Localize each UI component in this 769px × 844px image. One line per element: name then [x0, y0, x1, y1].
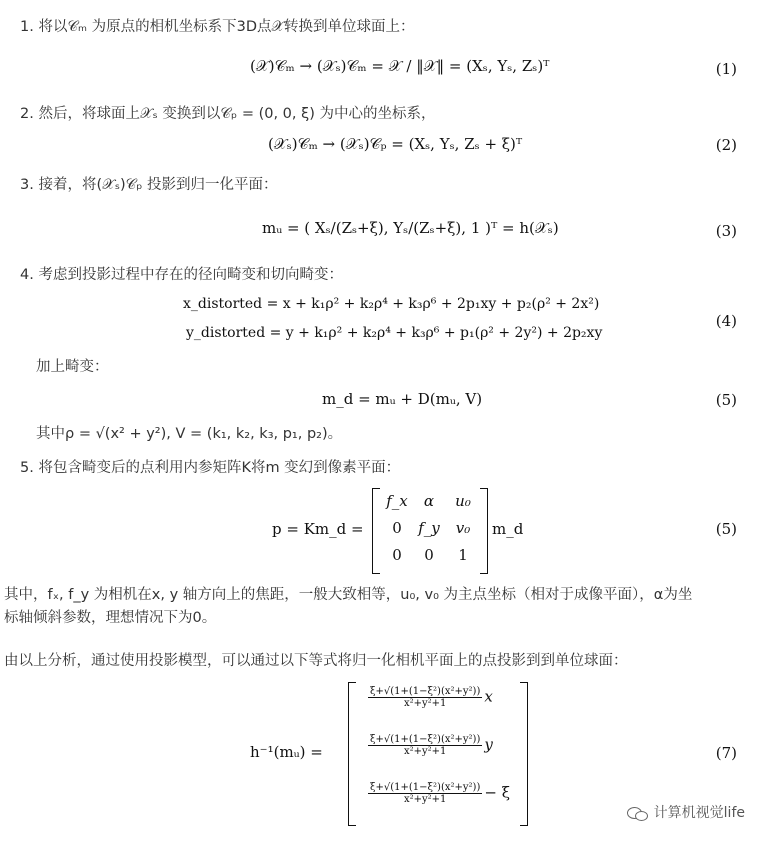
equation-number-6: (5) — [715, 520, 737, 538]
paragraph-2: 由以上分析，通过使用投影模型，可以通过以下等式将归一化相机平面上的点投影到到单位球面： — [4, 653, 628, 669]
matrix-cell: u₀ — [455, 492, 471, 510]
equation-number-3: (3) — [715, 222, 737, 240]
matrix-cell: 0 — [424, 546, 434, 564]
row-3-fraction — [368, 782, 482, 805]
matrix-left-bracket — [372, 488, 380, 574]
matrix-cell: f_x — [386, 492, 408, 510]
paragraph-1-line-2: 标轴倾斜参数，理想情况下为0。 — [4, 610, 217, 626]
equation-number-7: (7) — [715, 744, 737, 762]
equation-6-rhs: m_d — [492, 520, 524, 538]
step-4-distortion-text: 加上畸变： — [36, 359, 109, 375]
equation-5: m_d = mᵤ + D(mᵤ, V) — [322, 390, 483, 408]
watermark — [627, 802, 745, 822]
step-1-text: 1. 将以𝒞ₘ 为原点的相机坐标系下3D点𝒳转换到单位球面上： — [20, 19, 415, 35]
matrix-cell: 0 — [392, 519, 402, 537]
inverse-projection-vector — [348, 682, 528, 828]
row-2-fraction — [368, 734, 482, 757]
equation-2: (𝒳ₛ)𝒞ₘ → (𝒳ₛ)𝒞ₚ = (Xₛ, Yₛ, Zₛ + ξ)ᵀ — [268, 135, 523, 153]
row-1-fraction — [368, 686, 482, 709]
vector-right-bracket — [520, 682, 528, 826]
matrix-cell: 1 — [458, 546, 468, 564]
equation-number-5: (5) — [715, 391, 737, 409]
row-1-suffix: x — [484, 687, 493, 706]
matrix-cell: 0 — [392, 546, 402, 564]
intrinsic-matrix — [372, 488, 488, 576]
equation-1 — [250, 57, 549, 75]
matrix-cell: f_y — [418, 519, 440, 537]
row-2-denominator: x²+y²+1 — [368, 745, 482, 757]
row-1-numerator: ξ+√(1+(1−ξ²)(x²+y²)) — [370, 686, 481, 697]
row-3-suffix: − ξ — [484, 783, 510, 802]
row-1-denominator: x²+y²+1 — [368, 697, 482, 709]
vector-row-1 — [366, 686, 493, 709]
row-2-suffix: y — [484, 735, 493, 754]
equation-number-2: (2) — [715, 136, 737, 154]
equation-7-lhs: h⁻¹(mᵤ) = — [250, 743, 323, 761]
equation-1-content: (𝒳)𝒞ₘ → (𝒳ₛ)𝒞ₘ = 𝒳 / ‖𝒳‖ = (Xₛ, Yₛ, Zₛ)ᵀ — [250, 57, 550, 75]
matrix-cell: v₀ — [455, 519, 471, 537]
equation-4a: x_distorted = x + k₁ρ² + k₂ρ⁴ + k₃ρ⁶ + 2p₁xy + p₂(ρ² + 2x²) — [183, 296, 600, 312]
row-3-numerator: ξ+√(1+(1−ξ²)(x²+y²)) — [370, 782, 481, 793]
matrix-cell: α — [423, 492, 435, 510]
vector-row-3 — [366, 782, 510, 805]
paragraph-1-line-1: 其中，fₓ, f_y 为相机在x, y 轴方向上的焦距，一般大致相等，u₀, v₀ 为主点坐标（相对于成像平面），α为坐 — [4, 587, 693, 603]
step-4-where-text: 其中ρ = √(x² + y²), V = (k₁, k₂, k₃, p₁, p₂)。 — [36, 426, 343, 442]
equation-3: mᵤ = ( Xₛ/(Zₛ+ξ), Yₛ/(Zₛ+ξ), 1 )ᵀ = h(𝒳ₛ) — [262, 219, 559, 237]
step-2-text: 2. 然后，将球面上𝒳ₛ 变换到以𝒞ₚ = (0, 0, ξ) 为中心的坐标系， — [20, 106, 436, 122]
watermark-text: 计算机视觉life — [653, 805, 745, 821]
equation-number-4: (4) — [715, 312, 737, 330]
step-5-text: 5. 将包含畸变后的点利用内参矩阵K将m 变幻到像素平面： — [20, 460, 401, 476]
row-2-numerator: ξ+√(1+(1−ξ²)(x²+y²)) — [370, 734, 481, 745]
matrix-right-bracket — [480, 488, 488, 574]
equation-number-1: (1) — [715, 60, 737, 78]
equation-4b: y_distorted = y + k₁ρ² + k₂ρ⁴ + k₃ρ⁶ + p₁(ρ² + 2y²) + 2p₂xy — [186, 325, 603, 341]
row-3-denominator: x²+y²+1 — [368, 793, 482, 805]
step-4-text: 4. 考虑到投影过程中存在的径向畸变和切向畸变： — [20, 267, 343, 283]
vector-row-2 — [366, 734, 493, 757]
wechat-icon — [627, 805, 649, 821]
equation-6-lhs: p = Km_d = — [272, 520, 364, 538]
vector-left-bracket — [348, 682, 356, 826]
step-3-text: 3. 接着，将(𝒳ₛ)𝒞ₚ 投影到归一化平面： — [20, 177, 278, 193]
